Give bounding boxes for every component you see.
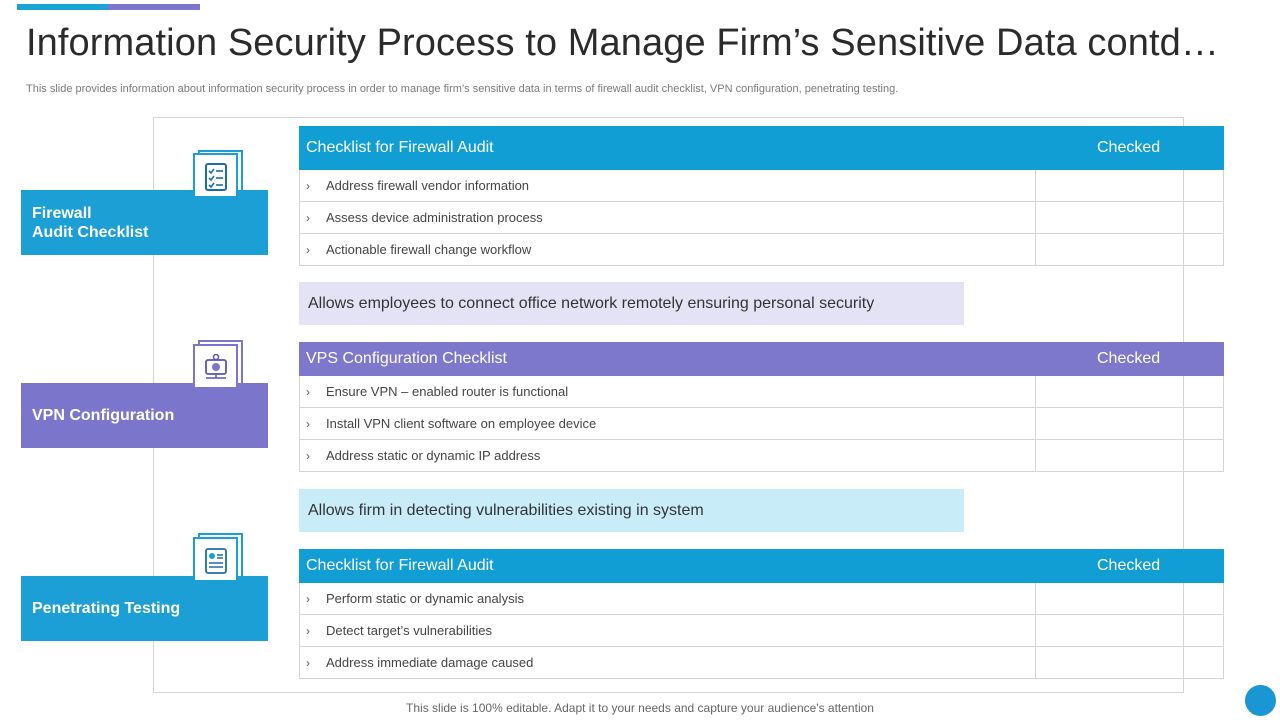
chevron-right-icon: › — [306, 591, 310, 606]
row-text: Address static or dynamic IP address — [326, 448, 541, 463]
pentest-description-banner: Allows firm in detecting vulnerabilities existing in system — [299, 489, 964, 532]
row-text: Detect target’s vulnerabilities — [326, 623, 492, 638]
chevron-right-icon: › — [306, 178, 310, 193]
checked-cell[interactable] — [1035, 647, 1036, 678]
checked-cell[interactable] — [1035, 408, 1036, 439]
section-label-vpn: VPN Configuration — [21, 383, 268, 448]
chevron-right-icon: › — [306, 623, 310, 638]
vpn-configuration-table — [299, 342, 1224, 472]
chevron-right-icon: › — [306, 416, 310, 431]
section-label-line1: Firewall — [32, 204, 92, 222]
checked-cell[interactable] — [1035, 376, 1036, 407]
accent-bar-purple — [108, 4, 200, 10]
table-title: Checklist for Firewall Audit — [306, 557, 494, 574]
checked-column-header: Checked — [1097, 139, 1161, 156]
vpn-description-banner: Allows employees to connect office network remotely ensuring personal security — [299, 282, 964, 325]
table-row — [299, 408, 1224, 440]
table-row — [299, 583, 1224, 615]
chevron-right-icon: › — [306, 448, 310, 463]
table-row — [299, 647, 1224, 679]
row-text: Ensure VPN – enabled router is functional — [326, 384, 569, 399]
table-title: Checklist for Firewall Audit — [306, 139, 494, 156]
section-label-line2: Audit Checklist — [32, 223, 149, 241]
chevron-right-icon: › — [306, 242, 310, 257]
checklist-icon — [193, 153, 238, 198]
accent-bar-blue — [17, 4, 108, 10]
corner-circle-decoration — [1245, 685, 1276, 716]
row-text: Address firewall vendor information — [326, 178, 530, 193]
section-label-firewall — [21, 190, 268, 255]
section-label-pentest: Penetrating Testing — [21, 576, 268, 641]
table-row — [299, 234, 1224, 266]
page-subtitle: This slide provides information about information security process in order to manage firm’s sensitive data in terms of firewall audit checklist, VPN configuration, penetrating testing. — [26, 83, 899, 95]
testing-report-icon — [193, 537, 238, 582]
table-header — [299, 549, 1224, 583]
penetration-testing-table — [299, 549, 1224, 679]
checked-column-header: Checked — [1097, 350, 1161, 367]
firewall-audit-table — [299, 126, 1224, 266]
checked-column-header: Checked — [1097, 557, 1161, 574]
checked-cell[interactable] — [1035, 202, 1036, 233]
table-row — [299, 170, 1224, 202]
table-row — [299, 202, 1224, 234]
checked-cell[interactable] — [1035, 440, 1036, 471]
checked-cell[interactable] — [1035, 615, 1036, 646]
row-text: Perform static or dynamic analysis — [326, 591, 524, 606]
table-header — [299, 126, 1224, 170]
checked-cell[interactable] — [1035, 234, 1036, 265]
table-header — [299, 342, 1224, 376]
table-row — [299, 615, 1224, 647]
row-text: Address immediate damage caused — [326, 655, 534, 670]
chevron-right-icon: › — [306, 210, 310, 225]
table-row — [299, 440, 1224, 472]
footer-note: This slide is 100% editable. Adapt it to your needs and capture your audience's attention — [406, 701, 874, 715]
chevron-right-icon: › — [306, 655, 310, 670]
row-text: Assess device administration process — [326, 210, 543, 225]
page-title: Information Security Process to Manage Firm’s Sensitive Data contd… — [26, 22, 1219, 64]
row-text: Actionable firewall change workflow — [326, 242, 532, 257]
checked-cell[interactable] — [1035, 170, 1036, 201]
vpn-network-icon — [193, 344, 238, 389]
checked-cell[interactable] — [1035, 583, 1036, 614]
table-row — [299, 376, 1224, 408]
row-text: Install VPN client software on employee device — [326, 416, 597, 431]
chevron-right-icon: › — [306, 384, 310, 399]
table-title: VPS Configuration Checklist — [306, 350, 507, 367]
